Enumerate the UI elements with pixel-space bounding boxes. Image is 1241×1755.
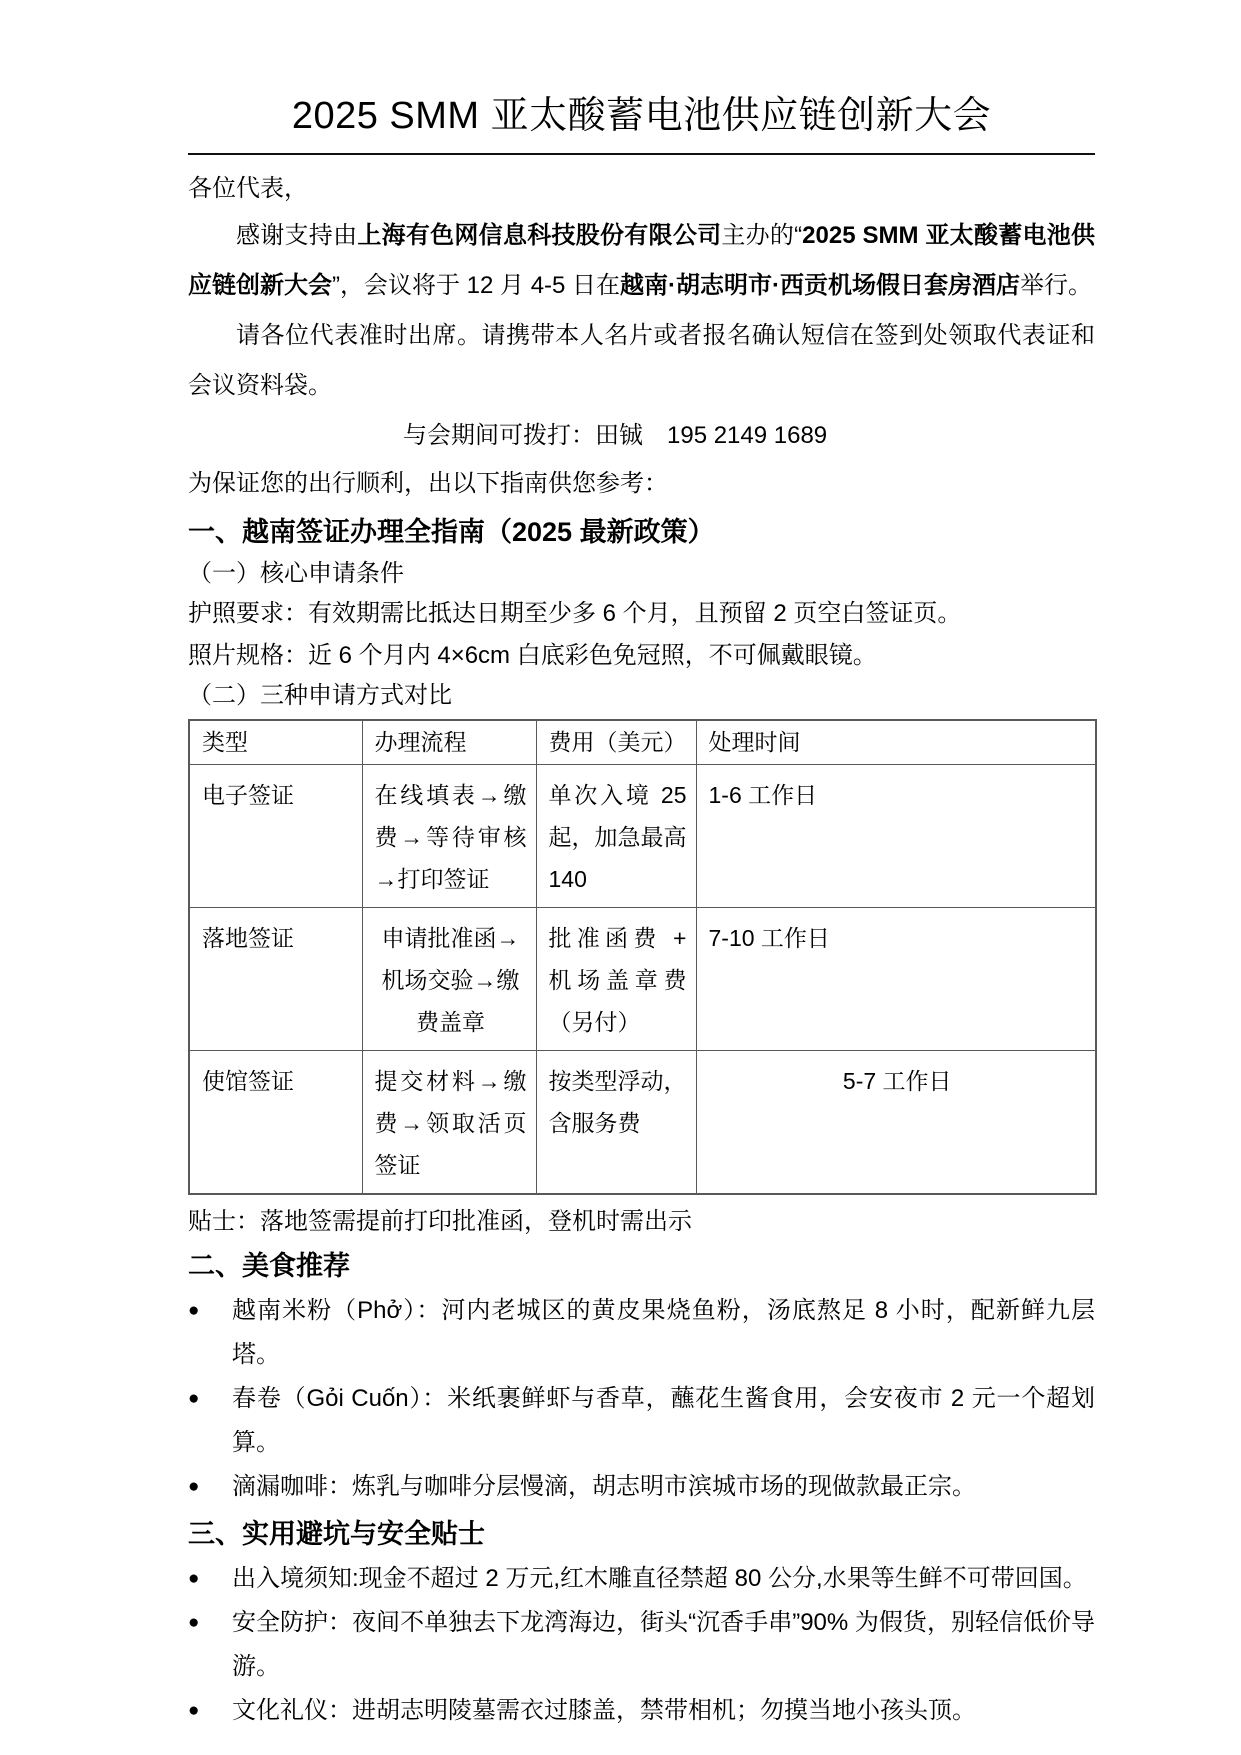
cell-time: 1-6 工作日 [696,764,1096,907]
table-row-embassy-visa [189,1050,1096,1194]
cell-fee: 单次入境 25 起，加急最高 140 [536,764,696,907]
contact-phone-line: 与会期间可拨打：田铖 195 2149 1689 [403,422,828,449]
list-item [188,1289,1095,1377]
table-row-evisa [189,764,1096,907]
photo-spec-line: 照片规格：近 6 个月内 4×6cm 白底彩色免冠照，不可佩戴眼镜。 [188,642,877,669]
food-recommendation-list [188,1289,1095,1509]
venue-name: 越南·胡志明市·西贡机场假日套房酒店 [620,272,1021,299]
column-header-type: 类型 [189,720,362,764]
cell-time: 7-10 工作日 [696,907,1096,1050]
conference-name: 2025 SMM 亚太酸蓄电池供应链创新大会 [188,222,1096,299]
table-header-row [189,720,1096,764]
section3-heading: 三、实用避坑与安全贴士 [188,1518,485,1549]
list-item-text: 安全防护：夜间不单独去下龙湾海边，街头“沉香手串”90% 为假货，别轻信低价导游。 [232,1608,1095,1680]
intro-p1-run-1: 感谢支持由 [236,222,358,249]
bullet-icon: ● [188,1387,200,1409]
cell-type: 使馆签证 [189,1050,362,1194]
list-item [188,1465,1095,1509]
intro-paragraph-1 [188,211,1095,311]
cell-type: 落地签证 [189,907,362,1050]
guide-intro-line: 为保证您的出行顺利，出以下指南供您参考： [188,470,668,497]
intro-p1-run-3: ”，会议将于 12 月 4-5 日在 [332,272,621,299]
safety-tips-list [188,1557,1095,1733]
passport-requirement-line: 护照要求：有效期需比抵达日期至少多 6 个月，且预留 2 页空白签证页。 [188,600,962,627]
bullet-icon: ● [188,1475,200,1497]
list-item-text: 出入境须知:现金不超过 2 万元,红木雕直径禁超 80 公分,水果等生鲜不可带回国。 [232,1564,1087,1592]
section1-subheading-1: （一）核心申请条件 [188,560,404,587]
cell-time: 5-7 工作日 [696,1050,1096,1194]
list-item [188,1557,1095,1601]
table-row-visa-on-arrival [189,907,1096,1050]
intro-p1-run-4: 举行。 [1020,272,1093,299]
section2-heading: 二、美食推荐 [188,1250,350,1281]
section1-heading: 一、越南签证办理全指南（2025 最新政策） [188,517,715,547]
cell-fee: 批准函费 + 机场盖章费（另付） [536,907,696,1050]
cell-type: 电子签证 [189,764,362,907]
organizer-name: 上海有色网信息科技股份有限公司 [357,222,722,249]
list-item-text: 春卷（Gỏi Cuốn）：米纸裹鲜虾与香草，蘸花生酱食用，会安夜市 2 元一个超划算。 [232,1384,1095,1456]
cell-process: 申请批准函→机场交验→缴费盖章 [362,907,536,1050]
intro-p1-run-2: 主办的“ [721,222,803,249]
column-header-time: 处理时间 [696,720,1096,764]
bullet-icon: ● [188,1299,200,1321]
list-item-text: 文化礼仪：进胡志明陵墓需衣过膝盖，禁带相机；勿摸当地小孩头顶。 [232,1696,976,1724]
column-header-fee: 费用（美元） [536,720,696,764]
cell-fee: 按类型浮动，含服务费 [536,1050,696,1194]
cell-process: 在线填表→缴费→等待审核→打印签证 [362,764,536,907]
list-item [188,1689,1095,1733]
list-item [188,1377,1095,1465]
cell-process: 提交材料→缴费→领取活页签证 [362,1050,536,1194]
title-underline [188,153,1095,155]
bullet-icon: ● [188,1699,200,1721]
list-item [188,1601,1095,1689]
page-title: 2025 SMM 亚太酸蓄电池供应链创新大会 [291,95,992,137]
list-item-text: 滴漏咖啡：炼乳与咖啡分层慢滴，胡志明市滨城市场的现做款最正宗。 [232,1472,976,1500]
salutation: 各位代表， [188,175,308,202]
bullet-icon: ● [188,1611,200,1633]
bullet-icon: ● [188,1567,200,1589]
visa-tip-line: 贴士：落地签需提前打印批准函，登机时需出示 [188,1207,692,1235]
intro-paragraph-2: 请各位代表准时出席。请携带本人名片或者报名确认短信在签到处领取代表证和会议资料袋。 [188,322,1095,399]
list-item-text: 越南米粉（Phở）：河内老城区的黄皮果烧鱼粉，汤底熬足 8 小时，配新鲜九层塔。 [232,1296,1095,1368]
section1-subheading-2: （二）三种申请方式对比 [188,682,452,709]
visa-comparison-table [188,719,1097,1195]
column-header-process: 办理流程 [362,720,536,764]
